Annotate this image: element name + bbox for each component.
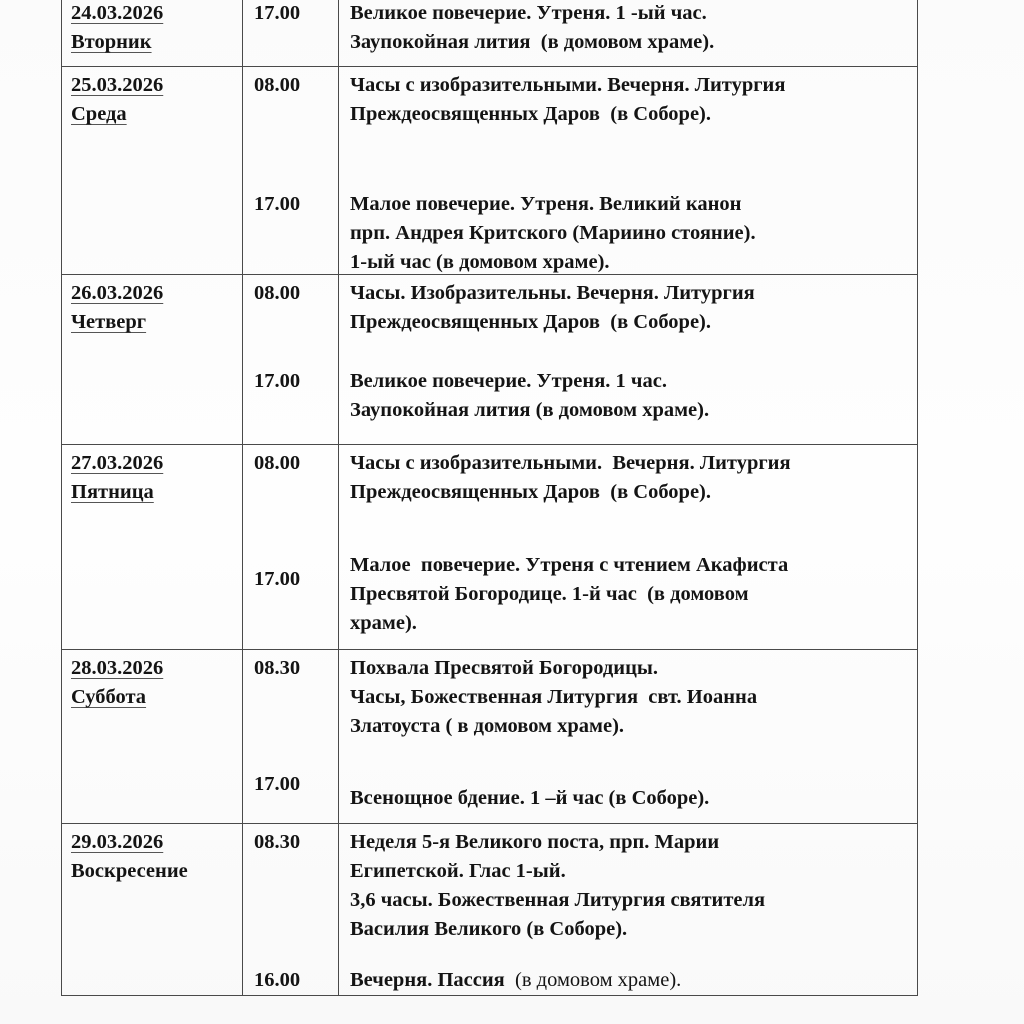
time-cell	[243, 824, 339, 996]
time-cell	[243, 0, 339, 67]
service-line: Часы с изобразительными. Вечерня. Литургия	[350, 452, 791, 474]
service-time: 17.00	[254, 2, 301, 24]
weekday-label: Среда	[71, 103, 127, 125]
schedule-table	[61, 0, 918, 996]
service-line: Малое повечерие. Утреня. Великий канон	[350, 193, 742, 215]
description-cell	[339, 0, 918, 67]
date-label: 29.03.2026	[71, 831, 164, 853]
date-label: 24.03.2026	[71, 2, 164, 24]
service-line: Златоуста ( в домовом храме).	[350, 715, 625, 737]
description-cell	[339, 650, 918, 824]
description-cell	[339, 67, 918, 275]
service-line: 1-ый час (в домовом храме).	[350, 251, 610, 273]
service-line: 3,6 часы. Божественная Литургия святителя	[350, 889, 766, 911]
service-line: Неделя 5-я Великого поста, прп. Марии	[350, 831, 720, 853]
service-line: Египетской. Глас 1-ый.	[350, 860, 566, 882]
date-cell	[62, 0, 243, 67]
service-line: Великое повечерие. Утреня. 1 час.	[350, 370, 667, 392]
service-line-bold: Вечерня. Пассия	[350, 969, 505, 991]
service-line: прп. Андрея Критского (Мариино стояние).	[350, 222, 756, 244]
service-line: Заупокойная лития (в домовом храме).	[350, 31, 715, 53]
time-cell	[243, 67, 339, 275]
description-cell	[339, 275, 918, 445]
service-line: Часы с изобразительными. Вечерня. Литургия	[350, 74, 786, 96]
description-cell	[339, 445, 918, 650]
service-time: 08.30	[254, 657, 301, 679]
service-line	[350, 966, 917, 995]
weekday-label: Суббота	[71, 686, 147, 708]
service-time: 08.00	[254, 452, 301, 474]
date-cell	[62, 445, 243, 650]
time-cell	[243, 275, 339, 445]
time-cell	[243, 650, 339, 824]
service-time: 08.00	[254, 282, 301, 304]
service-line: Василия Великого (в Соборе).	[350, 918, 628, 940]
service-line: Часы. Изобразительны. Вечерня. Литургия	[350, 282, 755, 304]
service-time: 17.00	[254, 773, 301, 795]
service-line: Часы, Божественная Литургия свт. Иоанна	[350, 686, 758, 708]
service-time: 08.00	[254, 74, 301, 96]
service-line: храме).	[350, 612, 417, 634]
service-line: Преждеосвященных Даров (в Соборе).	[350, 103, 712, 125]
date-cell	[62, 824, 243, 996]
table-row	[62, 445, 918, 650]
service-time: 17.00	[254, 568, 301, 590]
date-cell	[62, 650, 243, 824]
service-line: Великое повечерие. Утреня. 1 -ый час.	[350, 2, 707, 24]
weekday-label: Вторник	[71, 31, 152, 53]
table-row	[62, 650, 918, 824]
date-label: 26.03.2026	[71, 282, 164, 304]
service-line: Пресвятой Богородице. 1-й час (в домовом	[350, 583, 749, 605]
service-line: Преждеосвященных Даров (в Соборе).	[350, 481, 712, 503]
date-label: 25.03.2026	[71, 74, 164, 96]
table-row	[62, 275, 918, 445]
service-line: Преждеосвященных Даров (в Соборе).	[350, 311, 712, 333]
table-row	[62, 67, 918, 275]
service-line: Малое повечерие. Утреня с чтением Акафиста	[350, 554, 789, 576]
table-row	[62, 0, 918, 67]
date-cell	[62, 67, 243, 275]
service-time: 08.30	[254, 831, 301, 853]
service-time: 16.00	[254, 969, 301, 991]
weekday-label: Четверг	[71, 311, 147, 333]
weekday-label: Пятница	[71, 481, 154, 503]
service-line: Всенощное бдение. 1 –й час (в Соборе).	[350, 787, 710, 809]
date-label: 28.03.2026	[71, 657, 164, 679]
time-cell	[243, 445, 339, 650]
service-line-location: (в домовом храме).	[504, 969, 682, 991]
service-line: Похвала Пресвятой Богородицы.	[350, 657, 659, 679]
date-label: 27.03.2026	[71, 452, 164, 474]
weekday-label: Воскресение	[71, 860, 188, 882]
service-line: Заупокойная лития (в домовом храме).	[350, 399, 710, 421]
table-row	[62, 824, 918, 996]
date-cell	[62, 275, 243, 445]
description-cell	[339, 824, 918, 996]
service-time: 17.00	[254, 370, 301, 392]
service-time: 17.00	[254, 193, 301, 215]
